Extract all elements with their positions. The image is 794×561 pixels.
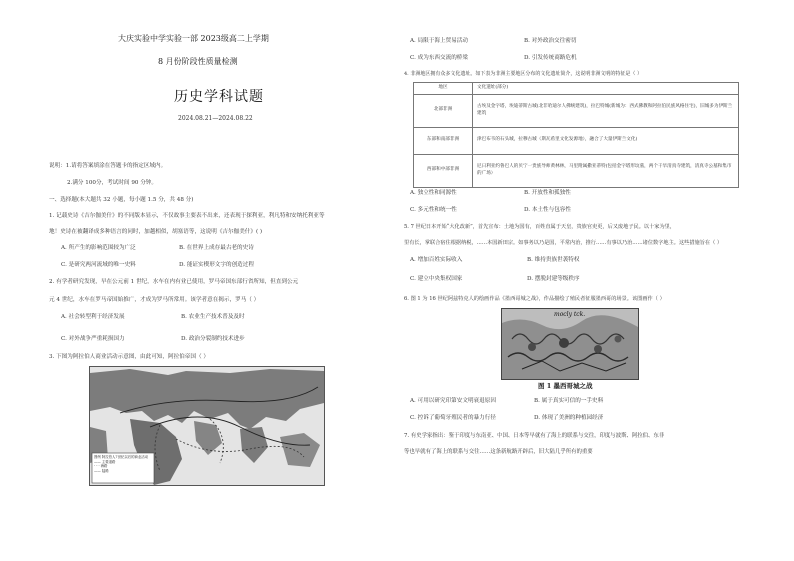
q3-stem: 3. 下图为阿拉伯人商业活动示意图，由此可知，阿拉伯帝国（ ） [49,354,209,360]
q6-option-d[interactable]: D. 体现了美洲的种植园经济 [534,415,604,421]
section-heading: 一、选择题(本大题共 32 小题，每小题 1.5 分，共 48 分) [49,197,194,203]
q1-option-b[interactable]: B. 在世界上成存最古老的史诗 [179,245,254,251]
q4-option-c[interactable]: C. 多元性和统一性 [410,207,457,213]
q5-option-d[interactable]: D. 摆脱封建等级秩序 [527,276,580,282]
map-legend-land-route: —— 陆路 [94,468,109,473]
q6-option-b[interactable]: B. 属于真实可信的一手史料 [534,398,604,404]
q4-option-b[interactable]: B. 开放性和孤独性 [524,190,571,196]
q5-option-b[interactable]: B. 维持贵族世袭特权 [527,257,580,263]
map-legend-main-route: —— 主要道路 [94,459,116,464]
q7-stem-line1: 7. 有史学家指出：鉴于印度与东南亚、中国、日本等早就有了海上的联系与交往，印度与波斯、阿拉伯、东非 [404,433,665,439]
q4-option-a[interactable]: A. 独立性和同源性 [410,190,457,196]
q5-option-c[interactable]: C. 建立中央集权国家 [410,276,463,282]
table-row [414,94,739,127]
table-header-region: 地区 [414,83,473,95]
q7-stem-line2: 等也早就有了海上的联系与交往……这条新航路开辟后，旧大陆几乎所有的重要 [404,449,593,455]
table-cell-region: 东部和南部非洲 [414,127,473,154]
q1-option-a[interactable]: A. 所产生的影响范围较为广泛 [61,245,136,251]
q2-option-b[interactable]: B. 农业生产技术普及及时 [181,314,245,320]
table-cell-site: 尼日利亚约鲁巴人的贝宁一贵族导师黄林林，马里附属撒亚蒂特(包括金字塔形坟墓，两个干旱清真寺建筑，清真寺公墓和集市的广场） [473,154,739,187]
table-row [414,127,739,154]
arab-trade-map [89,366,325,486]
map-legend-title: 图例 阿拉伯人7世纪以后的商业活动 [94,455,149,459]
table-header-row [414,83,739,95]
q3-option-c[interactable]: C. 成为东西交流的桥梁 [410,55,468,61]
q5-option-a[interactable]: A. 增加百姓实际收入 [410,257,463,263]
exam-name: 8 月份阶段性质量检测 [158,57,238,66]
table-row [414,154,739,187]
q3-option-b[interactable]: B. 对外政治交往密切 [524,38,577,44]
table-cell-site: 津巴布韦的石头城，拉穆古城（斯瓦希里文化发源地），融合了大量伊斯兰文化) [473,127,739,154]
q2-stem-line2: 元 4 世纪，水车在罗马帝国始推广，才成为罗马所常用。该学者意在揭示，罗马（ ） [49,297,260,303]
q2-option-c[interactable]: C. 对外战争严重耗损国力 [61,336,125,342]
q5-stem-line2: 里有长，掌联合宿住根据纳税，……本国新田宗。如事务以乃是国，平常内治，推行……有事以乃治……诸位数字地主。这些措施旨在（ ） [404,240,723,246]
figure-caption: 图 1 墨西哥城之战 [538,382,593,390]
q5-stem-line1: 5. 7 世纪日本开始“大化改新”，首先宣布：土地为国有，百姓直属于天皇，贵族官吏更，后又废地子民。以十家为里， [404,224,676,230]
q1-option-c[interactable]: C. 是研究两河流域的唯一史料 [61,262,136,268]
q3-option-a[interactable]: A. 局限于海上贸易活动 [410,38,468,44]
q1-stem-line1: 1. 记载史诗《吉尔伽美什》的不同版本显示，不仅故事主要表不出来，还表现于探利亚，利凡特和安纳托利亚等 [49,213,325,219]
q6-stem: 6. 图 1 为 16 世纪阿兹特克人的绘画作品《墨西哥城之战》，作品描绘了殖民者征服墨西哥的场景。该图画作（ ） [404,296,665,302]
q4-stem: 4. 非洲地区拥有众多文化遗址。如下表为非洲主要地区分布的文化遗址简介，这说明非洲文明的特征是（ ） [404,71,642,77]
heritage-table [413,82,739,188]
q6-option-c[interactable]: C. 控诉了葡萄牙殖民者的暴力行径 [410,415,496,421]
woodcut-graphic [502,309,638,379]
instruction-line-1: 说明：1.请将答案填涂在答题卡的指定区域内。 [49,163,167,169]
q2-stem-line1: 2. 有学者研究发现，早在公元前 1 世纪，水车在内有业已使用，罗马帝国东部行省所知，但直到公元 [49,279,299,285]
woodcut-inscription: mocly tck. [554,311,586,318]
q3-option-d[interactable]: D. 引发传统商路危机 [524,55,577,61]
table-cell-region: 西部和中部非洲 [414,154,473,187]
q4-option-d[interactable]: D. 本土性与包容性 [524,207,571,213]
map-legend-sea-route: - - - 海路 [94,464,108,469]
table-header-site: 文化遗址(部分) [473,83,739,95]
subject-title: 历史学科试题 [174,89,264,105]
q1-option-d[interactable]: D. 能证实楔形文字的创造过程 [179,262,254,268]
q2-option-a[interactable]: A. 社会转型利于经济发展 [61,314,125,320]
instruction-line-2: 2.满分 100分，考试时间 90 分钟。 [67,180,157,186]
exam-dates: 2024.08.21—2024.08.22 [178,115,253,122]
battle-woodcut-image [501,308,639,380]
q1-stem-line2: 地！史诗在被翻译成多种语言的同时，加越相似，胡塞语等，这说明《吉尔伽美什》( ) [49,229,263,235]
school-header: 大庆实验中学实验一部 2023级高二上学期 [118,34,269,43]
q6-option-a[interactable]: A. 可用以研究印第安文明衰退原因 [410,398,496,404]
table-cell-site: 古埃及金字塔，埃迪蒂斯古城(北非哈迪尔人佛统建筑)，拉巴特城(新城为：西式佛教和阿拉伯民族风格住宅)，旧城多为伊斯兰建筑 [473,94,739,127]
table-cell-region: 北部非洲 [414,94,473,127]
q2-option-d[interactable]: D. 政治分裂制约技术进步 [181,336,245,342]
